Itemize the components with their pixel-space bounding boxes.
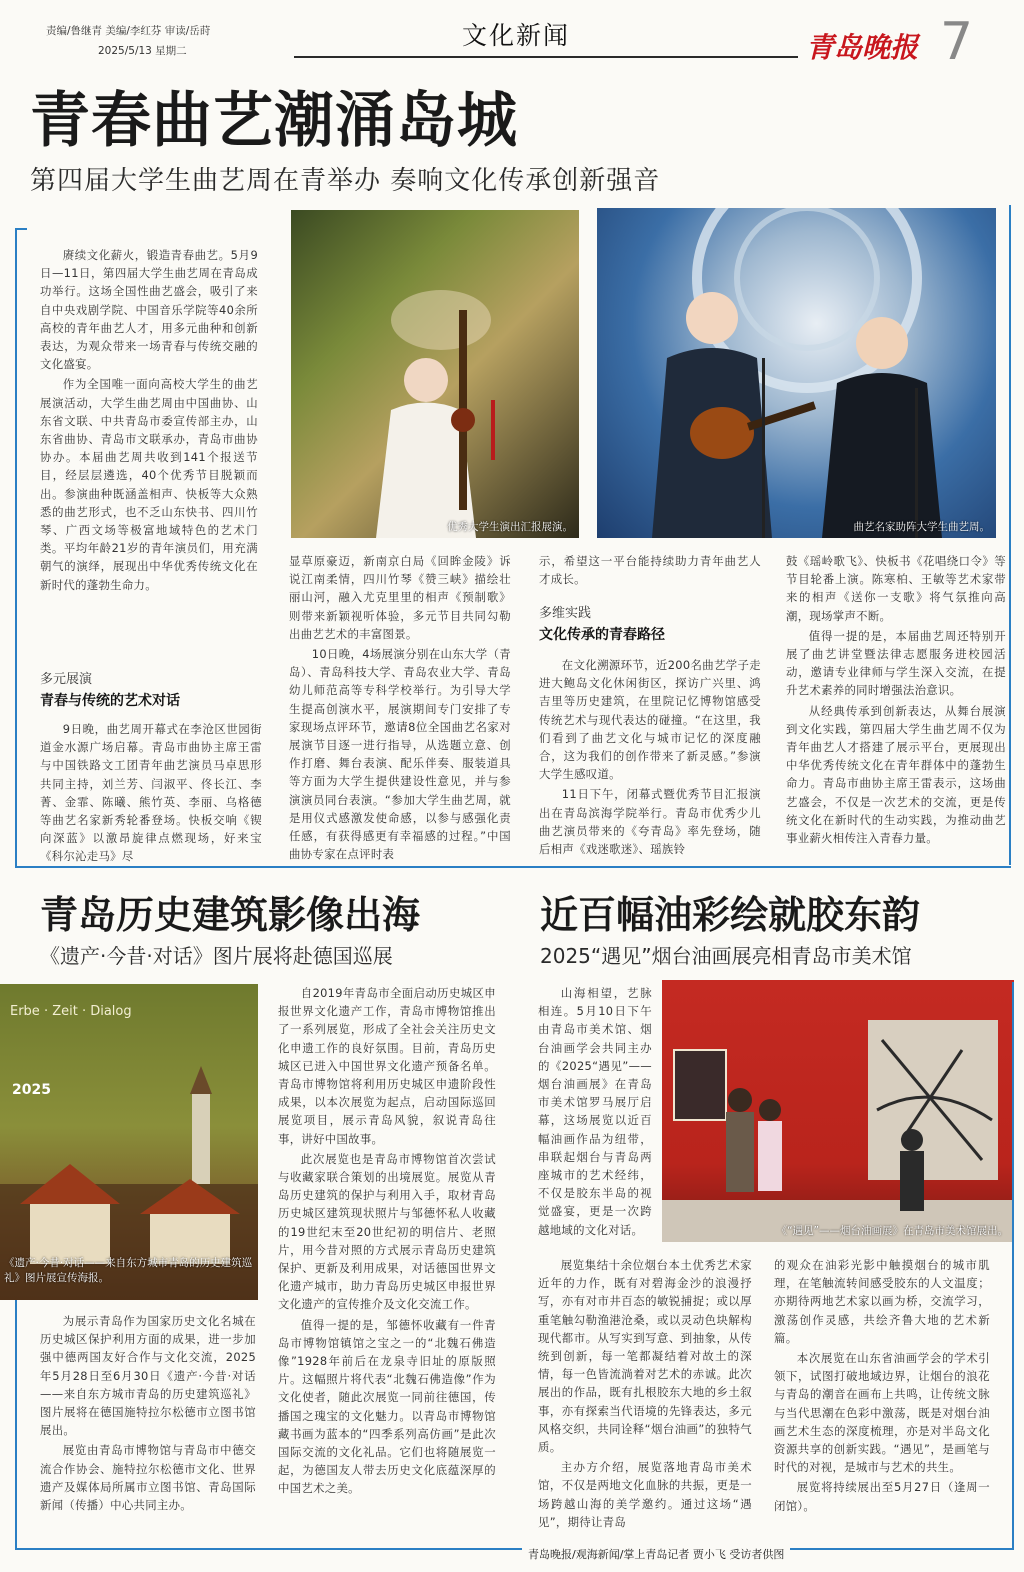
performer-illustration: [291, 210, 579, 538]
lead-col4-paragraph: 值得一提的是，本届曲艺周还特别开展了曲艺讲堂暨法律志愿服务进校园活动，邀请专业律师与学生深入交流，在提升艺术素养的同时增强法治意识。: [786, 628, 1006, 698]
story3-right-rule: [1012, 982, 1014, 1548]
frame-right-rule: [1009, 205, 1011, 865]
story2-paragraph: 值得一提的是，邹德怀收藏有一件青岛市博物馆镇馆之宝之一的“北魏石佛造像”1928年前后在龙泉寺旧址的原版照片。这幅照片将代表“北魏石佛造像”作为文化使者，随此次展览一同前往德国，传播国之瑰宝的文化魅力。以青岛市博物馆藏书画为蓝本的“四季系列高仿画”是此次国际交流的文化礼品。它们也将随展览一起，为德国友人带去历史文化底蕴深厚的中国艺术之美。: [278, 1317, 496, 1496]
lead-col3-top: [539, 552, 761, 590]
lead-intro-paragraph: 赓续文化薪火，锻造青春曲艺。5月9日—11日，第四届大学生曲艺周在青岛成功举行。这场全国性曲艺盛会，吸引了来自中央戏剧学院、中国音乐学院等40余所高校的青年曲艺人才，用多元曲种和创新表达，为观众带来一场青春与传统交融的文化盛宴。: [40, 248, 258, 372]
lead-col1-paragraph: 9日晚，曲艺周开幕式在李沧区世园街道金水源广场启幕。青岛市曲协主席王雷与中国铁路文工团青年曲艺演员马卓思形共同主持，刘兰芳、闫淑平、佟长江、李菁、金霏、陈曦、熊竹英、李丽、乌格德等曲艺名家新秀轮番登场。快板交响《锲向深蓝》以激昂旋律点燃现场，好来宝《科尔沁走马》尽: [40, 722, 262, 864]
story2-left-col: [40, 1312, 256, 1516]
poster-title: Erbe · Zeit · Dialog: [10, 1004, 132, 1019]
story2-paragraph: 自2019年青岛市全面启动历史城区申报世界文化遗产工作，青岛市博物馆推出了一系列展览，形成了全社会关注历史文化申遗工作的良好氛围。目前，青岛历史城区已进入中国世界文化遗产预备名单。青岛市博物馆将利用历史城区申遗阶段性成果，以本次展览为起点，启动国际巡回展览项目，展示青岛风貌，叙说青岛往事，讲好中国故事。: [278, 986, 496, 1146]
lead-col3-paragraph: 在文化溯源环节，近200名曲艺学子走进大鲍岛文化休闲街区，探访广兴里、鸿吉里等历史建筑，在里院记忆博物馆感受传统艺术与现代表达的碰撞。“在这里，我们看到了曲艺文化与城市记忆的深度融合，这为我们的创作带来了新灵感。”参演大学生感叹道。: [539, 658, 761, 782]
exhibition-illustration: [662, 980, 1014, 1242]
story3-narrow-col: [538, 984, 652, 1241]
story3-paragraph: 主办方介绍，展览落地青岛市美术馆，不仅是两地文化血脉的共振，更是一场跨越山海的美学邀约。通过这场“遇见”，期待让青岛: [538, 1460, 752, 1529]
lead-col3-paragraph: 示，希望这一平台能持续助力青年曲艺人才成长。: [539, 554, 761, 587]
story2-paragraph: 展览由青岛市博物馆与青岛市中德交流合作协会、施特拉尔松德市文化、世界遗产及媒体局所属市立图书馆、青岛国际新闻（传播）中心共同主办。: [40, 1443, 256, 1513]
story3-paragraph: 山海相望，艺脉相连。5月10日下午由青岛市美术馆、烟台油画学会共同主办的《2025“遇见”——烟台油画展》在青岛市美术馆罗马展厅启幕，这场展览以近百幅油画作品为纽带，串联起烟台与青岛两座城市的艺术经纬，不仅是胶东半岛的视觉盛宴，更是一次跨越地域的文化对话。: [538, 986, 652, 1237]
story3-paragraph: 本次展览在山东省油画学会的学术引领下，试图打破地域边界，让烟台的浪花与青岛的潮音在画布上共鸣，让传统文脉与当代思潮在色彩中激荡，既是对烟台油画艺术生态的深度梳理，亦是对半岛文化资源共享的创新实践。“遇见”，是画笔与时代的对视，是城市与艺术的共生。: [774, 1351, 990, 1475]
story3-paragraph: 展览集结十余位烟台本土优秀艺术家近年的力作，既有对碧海金沙的浪漫抒写，亦有对市井百态的敏锐捕捉；或以厚重笔触勾勒渔港沧桑，或以灵动色块解构现代都市。从写实到写意、到抽象，从传统到创新，每一笔都凝结着对故土的深情，每一色皆流淌着对艺术的赤诚。此次展出的作品，既有扎根胶东大地的乡土叙事，亦有探索当代语境的先锋表达，多元风格交织，共同诠释“烟台油画”的独特气质。: [538, 1258, 752, 1455]
story3-subhead: 2025“遇见”烟台油画展亮相青岛市美术馆: [540, 944, 912, 968]
story2-paragraph: 为展示青岛作为国家历史文化名城在历史城区保护利用方面的成果，进一步加强中德两国友好合作与文化交流，2025年5月28日至6月30日《遗产·今昔·对话——来自东方城市青岛的历史建筑巡礼》图片展将在德国施特拉尔松德市立图书馆展出。: [40, 1314, 256, 1438]
story3-photo-caption: 《“遇见”——烟台油画展》在青岛市美术馆展出。: [776, 1225, 1008, 1237]
lead-photo-caption-2: 曲艺名家助阵大学生曲艺周。: [853, 521, 990, 533]
story2-poster: [0, 984, 258, 1300]
story3-exhibition-photo: [662, 980, 1014, 1242]
lead-intro: [40, 246, 258, 596]
story2-right-col: [278, 984, 496, 1500]
story3-right-col: [774, 1256, 990, 1517]
poster-illustration: [0, 984, 258, 1300]
lead-section2-heading: 文化传承的青春路径: [539, 627, 665, 643]
lead-headline: 青春曲艺潮涌岛城: [30, 86, 518, 156]
lead-col2-paragraph: 10日晚，4场展演分别在山东大学（青岛）、青岛科技大学、青岛农业大学、青岛幼儿师范高等专科学校举行。为引导大学生提高创演水平，展演期间专门安排了专家现场点评环节，邀请8位全国曲艺名家对展演节目逐一进行指导，从选题立意、创作打磨、舞台表演、配乐伴奏、服装道具等方面为大学生提供建设性意见，并与参演演员同台表演。“参加大学生曲艺周，就是用仪式感激发使命感，以参与感强化责任感，有获得感更有幸福感的过程。”中国曲协专家在点评时表: [289, 647, 511, 862]
lead-col2-body: [289, 552, 511, 865]
lead-col3-body: [539, 656, 761, 860]
story3-paragraph: 的观众在油彩光影中触摸烟台的城市肌理，在笔触流转间感受胶东的人文温度；亦期待两地艺术家以画为桥，交流学习，激荡创作灵感，共绘齐鲁大地的艺术新篇。: [774, 1258, 990, 1345]
poster-year: 2025: [12, 1082, 51, 1098]
masthead-rule: [294, 56, 798, 58]
lead-col1-body: [40, 720, 262, 868]
story2-left-rule: [15, 1300, 17, 1550]
paper-logo: 青岛晚报: [806, 31, 919, 64]
lead-col3-paragraph: 11日下午，闭幕式暨优秀节目汇报演出在青岛滨海学院举行。青岛市优秀少儿曲艺演员带来的《夸青岛》率先登场，随后相声《戏迷歌迷》、瑶族铃: [539, 787, 761, 857]
lead-col4-paragraph: 鼓《瑶岭歌飞》、快板书《花唱绕口令》等节目轮番上演。陈寒柏、王敏等艺术家带来的相声《送你一支歌》将气氛推向高潮，现场掌声不断。: [786, 554, 1006, 623]
lead-section2-kicker: 多维实践: [539, 606, 592, 621]
lead-col2-paragraph: 显草原豪迈，新南京白局《回眸金陵》诉说江南柔情，四川竹琴《赞三峡》描绘壮丽山河，融入尤克里里的相声《预制歌》则带来新颖视听体验，多元节目共同勾勒出曲艺艺术的丰富图景。: [289, 554, 511, 641]
story3-left-col: [538, 1256, 752, 1533]
lead-photo-performer: [291, 210, 579, 538]
editors-line: 责编/鲁继青 美编/李红芬 审读/岳莳: [46, 25, 211, 37]
bottom-rule: [15, 1548, 1014, 1550]
footer-credit: 青岛晚报/观海新闻/掌上青岛记者 贾小飞 受访者供图: [522, 1546, 790, 1562]
lead-col4-body: [786, 552, 1006, 849]
poster-caption: 《遗产·今昔·对话——来自东方城市青岛的历史建筑巡礼》图片展宣传海报。: [4, 1257, 253, 1284]
story3-headline: 近百幅油彩绘就胶东韵: [540, 893, 921, 937]
lead-col4-paragraph: 从经典传承到创新表达，从舞台展演到文化实践，第四届大学生曲艺周不仅为青年曲艺人才搭建了展示平台，更展现出中华优秀传统文化在青年群体中的蓬勃生命力。青岛市曲协主席王雷表示，这场曲艺盛会，不仅是一次艺术的交流，更是传统文化在新时代的生动实践，为推动曲艺事业薪火相传注入青春力量。: [786, 703, 1006, 846]
story2-headline: 青岛历史建筑影像出海: [40, 893, 421, 937]
crosstalk-illustration: [597, 208, 996, 538]
lead-photo-crosstalk: [597, 208, 996, 538]
story2-paragraph: 此次展览也是青岛市博物馆首次尝试与收藏家联合策划的出境展览。展览从青岛历史建筑的保护与利用入手，取材青岛历史城区建筑现状照片与邹德怀私人收藏的19世纪末至20世纪初的明信片、老照片，用今昔对照的方式展示青岛历史建筑保护、更新及利用成果，对话德国世界文化遗产城市，助力青岛历史城区申报世界文化遗产的宣传推介及文化交流工作。: [278, 1151, 496, 1312]
lead-section1-heading: 青春与传统的艺术对话: [40, 693, 180, 709]
frame-left-rule: [15, 228, 17, 868]
story3-paragraph: 展览将持续展出至5月27日（逢周一闭馆）。: [774, 1480, 990, 1513]
lead-subhead: 第四届大学生曲艺周在青举办 奏响文化传承创新强音: [30, 166, 661, 196]
lead-section1-kicker: 多元展演: [40, 672, 93, 687]
lead-photo-caption-1: 优秀大学生演出汇报展演。: [447, 521, 573, 533]
issue-date: 2025/5/13 星期二: [98, 45, 187, 57]
frame-corner-rule: [15, 228, 27, 230]
lead-intro-paragraph: 作为全国唯一面向高校大学生的曲艺展演活动，大学生曲艺周由中国曲协、山东省文联、中共青岛市委宣传部主办，山东省曲协、青岛市文联承办，青岛市曲协协办。本届曲艺周共收到141个报送节目，经层层遴选，40个优秀节目脱颖而出。参演曲种既涵盖相声、快板等大众熟悉的曲艺形式，也不乏山东快书、四川竹琴、广西文场等极富地域特色的艺术门类。平均年龄21岁的青年演员们，用充满朝气的演绎，展现出中华优秀传统文化在新时代的蓬勃生命力。: [40, 377, 258, 592]
section-title: 文化新闻: [462, 21, 571, 50]
story2-subhead: 《遗产·今昔·对话》图片展将赴德国巡展: [40, 944, 393, 968]
page-number: 7: [940, 12, 974, 72]
lead-bottom-rule: [15, 866, 1011, 868]
